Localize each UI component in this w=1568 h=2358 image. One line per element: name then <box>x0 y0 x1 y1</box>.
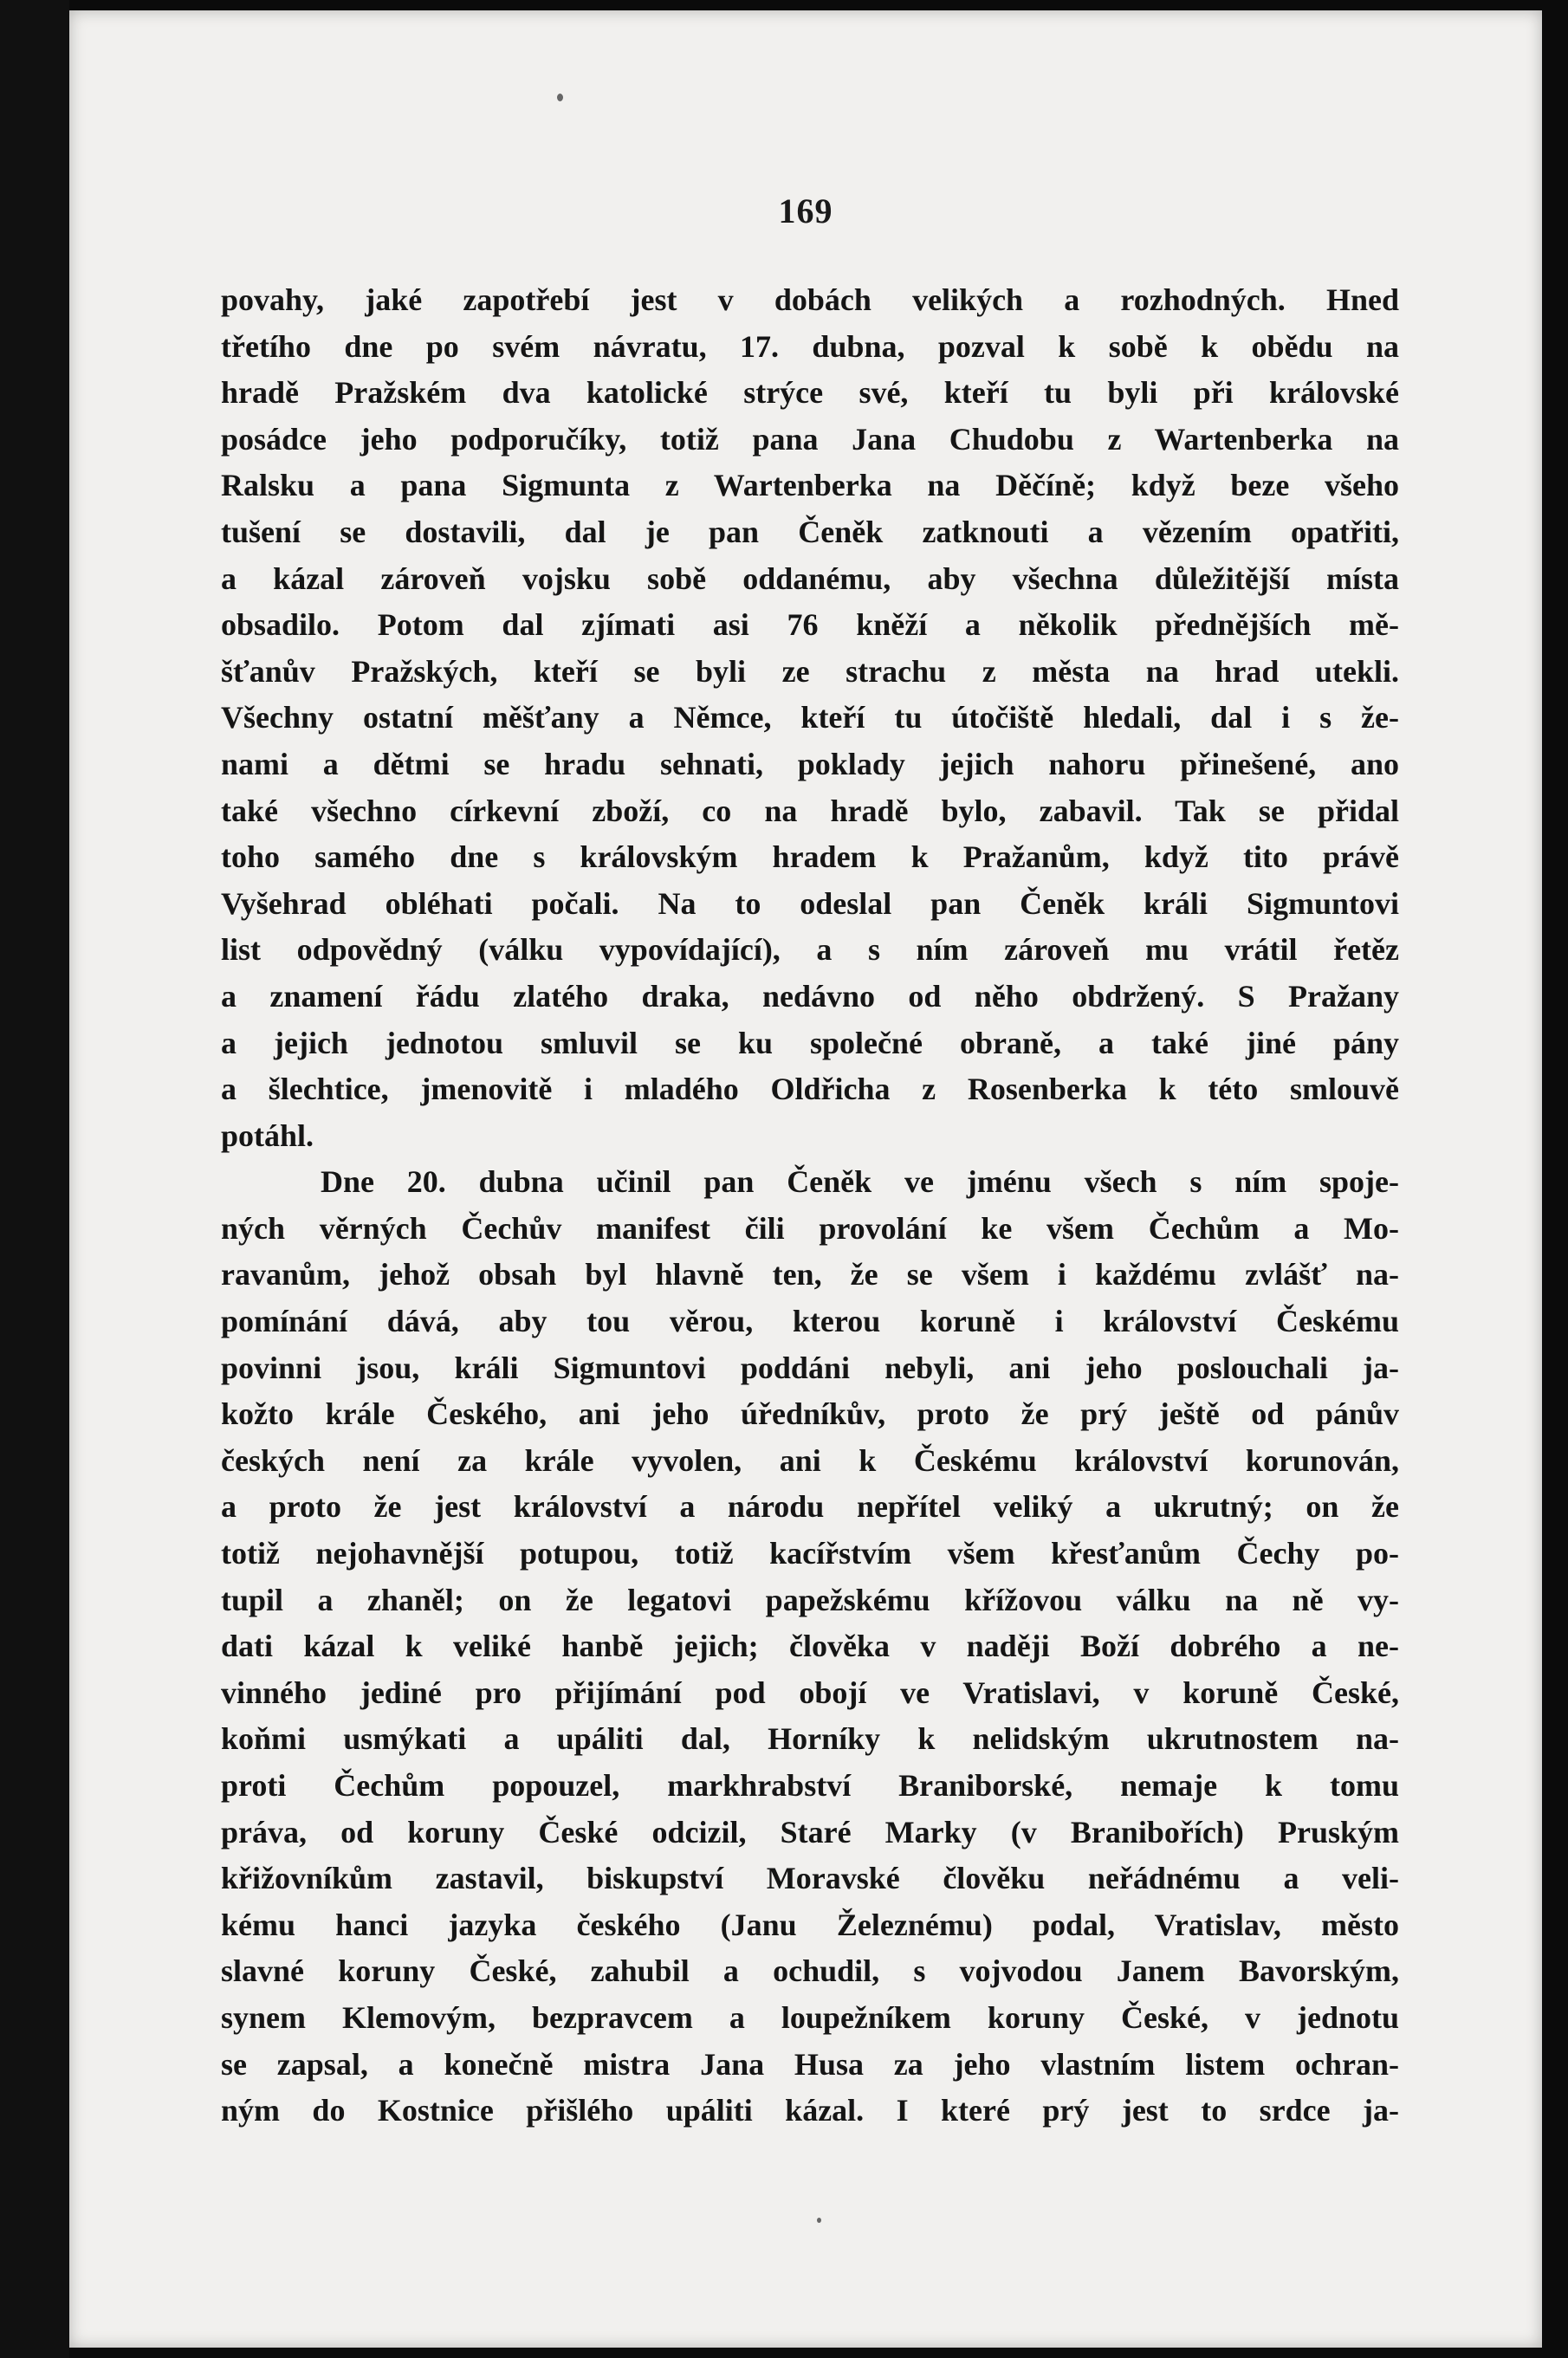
text-line: Ralsku a pana Sigmunta z Wartenberka na Děčíně; když beze všeho <box>221 468 1399 503</box>
text-line: Všechny ostatní měšťany a Němce, kteří tu útočiště hledali, dal i s že- <box>221 700 1399 735</box>
text-line: a kázal zároveň vojsku sobě oddanému, aby všechna důležitější místa <box>221 560 1399 596</box>
text-line: ných věrných Čechův manifest čili provolání ke všem Čechům a Mo- <box>221 1210 1399 1246</box>
text-line: se zapsal, a konečně mistra Jana Husa za jeho vlastním listem ochran- <box>221 2046 1399 2082</box>
text-line: povinni jsou, králi Sigmuntovi poddáni nebyli, ani jeho poslouchali ja- <box>221 1350 1399 1385</box>
text-line: šťanův Pražských, kteří se byli ze strachu z města na hrad utekli. <box>221 653 1399 689</box>
paper-speck <box>817 2218 821 2223</box>
text-line: obsadilo. Potom dal zjímati asi 76 kněží a několik přednějších mě- <box>221 607 1399 643</box>
page-number: 169 <box>778 191 833 230</box>
text-line: a jejich jednotou smluvil se ku společné obraně, a také jiné pány <box>221 1025 1399 1060</box>
text-line: křižovníkům zastavil, biskupství Moravské člověku neřádnému a veli- <box>221 1861 1399 1896</box>
text-line: tupil a zhaněl; on že legatovi papežskému křížovou válku na ně vy- <box>221 1582 1399 1617</box>
text-line: a proto že jest království a národu nepřítel veliký a ukrutný; on že <box>221 1489 1399 1525</box>
text-line: slavné koruny České, zahubil a ochudil, s vojvodou Janem Bavorským, <box>221 1953 1399 1989</box>
text-line: dati kázal k veliké hanbě jejich; člověka v naději Boží dobrého a ne- <box>221 1629 1399 1664</box>
text-line: synem Klemovým, bezpravcem a loupežníkem koruny České, v jednotu <box>221 1999 1399 2035</box>
text-line: koňmi usmýkati a upáliti dal, Horníky k nelidským ukrutnostem na- <box>221 1721 1399 1757</box>
text-line: hradě Pražském dva katolické strýce své, kteří tu byli při královské <box>221 375 1399 411</box>
text-line: totiž nejohavnější potupou, totiž kacířstvím všem křesťanům Čechy po- <box>221 1536 1399 1571</box>
text-line: tušení se dostavili, dal je pan Čeněk zatknouti a vězením opatřiti, <box>221 514 1399 549</box>
text-line: kému hanci jazyka českého (Janu Železnému) podal, Vratislav, město <box>221 1907 1399 1942</box>
text-line: třetího dne po svém návratu, 17. dubna, pozval k sobě k obědu na <box>221 328 1399 364</box>
book-page <box>69 10 1542 2348</box>
text-line: toho samého dne s královským hradem k Pražanům, když tito právě <box>221 839 1399 875</box>
text-line: pomínání dává, aby tou věrou, kterou koruně i království Českému <box>221 1304 1399 1339</box>
text-line: a šlechtice, jmenovitě i mladého Oldřicha z Rosenberka k této smlouvě <box>221 1072 1399 1107</box>
text-line: Vyšehrad obléhati počali. Na to odeslal pan Čeněk králi Sigmuntovi <box>221 885 1399 921</box>
text-line: také všechno církevní zboží, co na hradě bylo, zabavil. Tak se přidal <box>221 793 1399 828</box>
paragraph-start-line: Dne 20. dubna učinil pan Čeněk ve jménu všech s ním spoje- <box>321 1164 1399 1200</box>
text-line: nami a dětmi se hradu sehnati, poklady jejich nahoru přinešené, ano <box>221 746 1399 781</box>
text-line: ravanům, jehož obsah byl hlavně ten, že se všem i každému zvlášť na- <box>221 1257 1399 1292</box>
text-line: povahy, jaké zapotřebí jest v dobách velikých a rozhodných. Hned <box>221 282 1399 317</box>
text-line: kožto krále Českého, ani jeho úředníkův, proto že prý ještě od pánův <box>221 1396 1399 1432</box>
text-line: ným do Kostnice přišlého upáliti kázal. I které prý jest to srdce ja- <box>221 2093 1399 2128</box>
text-line: list odpovědný (válku vypovídající), a s ním zároveň mu vrátil řetěz <box>221 932 1399 968</box>
paper-speck <box>557 94 563 101</box>
text-line: českých není za krále vyvolen, ani k Českému království korunován, <box>221 1442 1399 1478</box>
text-line: vinného jediné pro přijímání pod obojí ve Vratislavi, v koruně České, <box>221 1675 1399 1710</box>
text-line: proti Čechům popouzel, markhrabství Braniborské, nemaje k tomu <box>221 1768 1399 1803</box>
paragraph-end-line: potáhl. <box>221 1117 314 1153</box>
text-line: posádce jeho podporučíky, totiž pana Jana Chudobu z Wartenberka na <box>221 421 1399 457</box>
body-text <box>221 277 1399 2135</box>
text-line: a znamení řádu zlatého draka, nedávno od něho obdržený. S Pražany <box>221 978 1399 1014</box>
text-line: práva, od koruny České odcizil, Staré Marky (v Branibořích) Pruským <box>221 1814 1399 1849</box>
scan-border <box>0 0 69 2358</box>
